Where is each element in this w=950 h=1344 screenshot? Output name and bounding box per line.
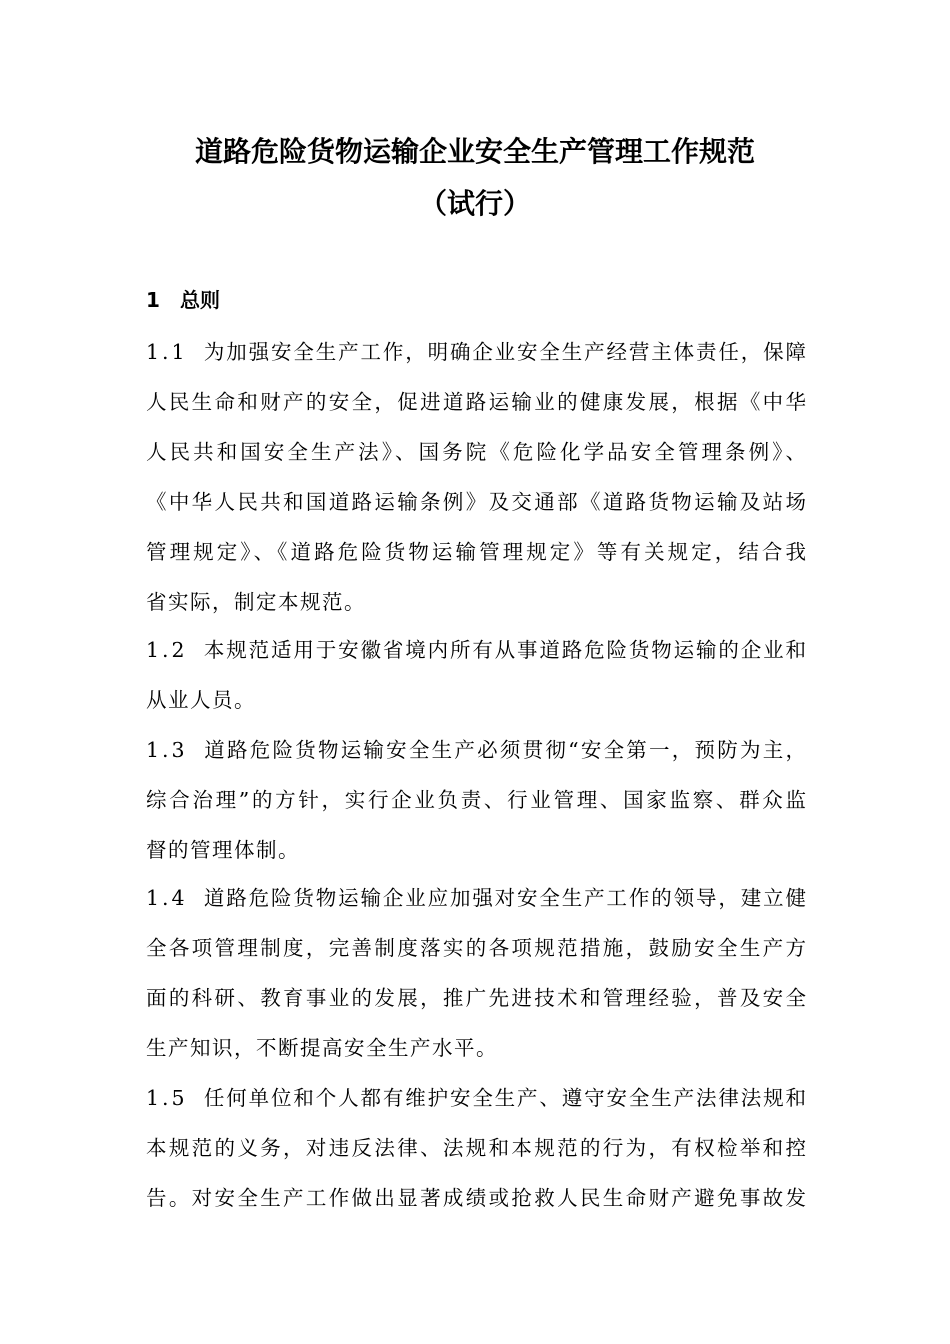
paragraph-number: 1.3	[146, 738, 188, 762]
section-number: 1	[146, 288, 160, 312]
paragraph-1-3-line-1	[146, 734, 806, 766]
document-subtitle: （试行）	[418, 187, 531, 220]
paragraph-1-5-line-1	[146, 1082, 806, 1114]
paragraph-1-1-line-4: 《中华人民共和国道路运输条例》及交通部《道路货物运输及站场	[146, 490, 806, 514]
paragraph-1-4-line-2: 全各项管理制度，完善制度落实的各项规范措施，鼓励安全生产方	[146, 936, 806, 960]
paragraph-1-4-line-3: 面的科研、教育事业的发展，推广先进技术和管理经验，普及安全	[146, 986, 806, 1010]
paragraph-1-5-line-2: 本规范的义务，对违反法律、法规和本规范的行为，有权检举和控	[146, 1136, 806, 1160]
paragraph-1-4-line-1	[146, 882, 806, 914]
paragraph-1-3-line-2: 综合治理”的方针，实行企业负责、行业管理、国家监察、群众监	[146, 788, 806, 812]
paragraph-text: 任何单位和个人都有维护安全生产、遵守安全生产法律法规和	[202, 1086, 806, 1110]
document-title: 道路危险货物运输企业安全生产管理工作规范	[194, 135, 755, 168]
paragraph-number: 1.2	[146, 638, 188, 662]
paragraph-1-5-line-3: 告。对安全生产工作做出显著成绩或抢救人民生命财产避免事故发	[146, 1186, 806, 1210]
paragraph-1-1-line-1	[146, 336, 806, 368]
paragraph-1-1-line-3: 人民共和国安全生产法》、国务院《危险化学品安全管理条例》、	[146, 440, 806, 464]
paragraph-text: 本规范适用于安徽省境内所有从事道路危险货物运输的企业和	[202, 638, 806, 662]
paragraph-number: 1.4	[146, 886, 188, 910]
paragraph-1-2-line-1	[146, 634, 806, 666]
paragraph-text: 道路危险货物运输安全生产必须贯彻“安全第一，预防为主，	[202, 738, 806, 762]
paragraph-number: 1.5	[146, 1086, 188, 1110]
paragraph-1-3-line-3: 督的管理体制。	[146, 838, 300, 862]
paragraph-1-4-line-4: 生产知识，不断提高安全生产水平。	[146, 1036, 498, 1060]
paragraph-1-1-line-6: 省实际，制定本规范。	[146, 590, 366, 614]
section-title: 总则	[180, 288, 220, 312]
paragraph-text: 道路危险货物运输企业应加强对安全生产工作的领导，建立健	[202, 886, 806, 910]
paragraph-1-1-line-2: 人民生命和财产的安全，促进道路运输业的健康发展，根据《中华	[146, 390, 806, 414]
paragraph-number: 1.1	[146, 340, 188, 364]
section-heading	[146, 284, 220, 316]
paragraph-1-2-line-2: 从业人员。	[146, 688, 256, 712]
paragraph-1-1-line-5: 管理规定》、《道路危险货物运输管理规定》等有关规定，结合我	[146, 540, 806, 564]
paragraph-text: 为加强安全生产工作，明确企业安全生产经营主体责任，保障	[202, 340, 806, 364]
